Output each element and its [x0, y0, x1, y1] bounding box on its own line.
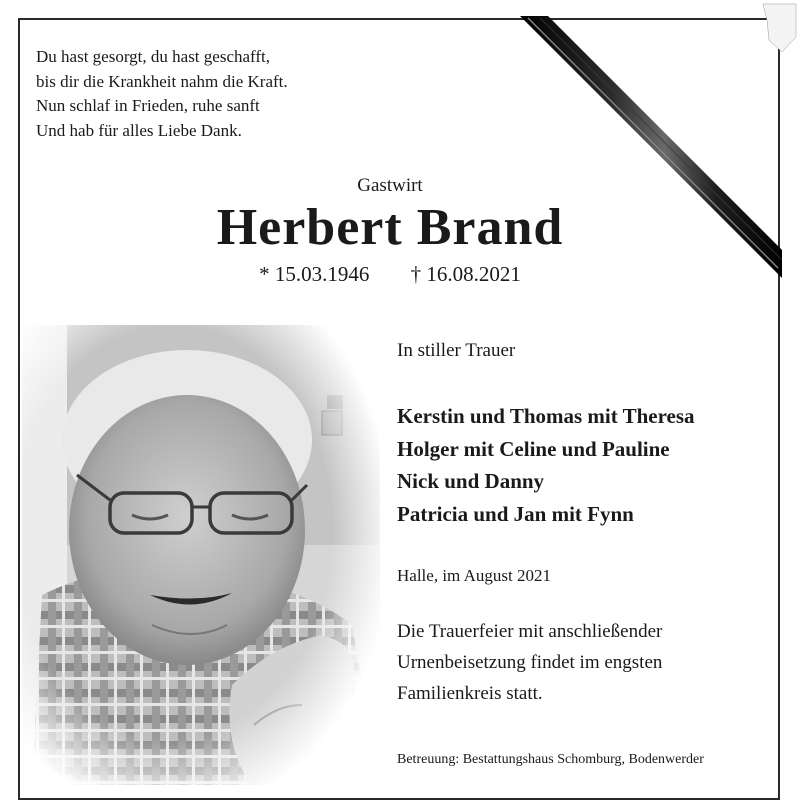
funeral-line: Familienkreis statt.: [397, 683, 543, 704]
funeral-home-credit: Betreuung: Bestattungshaus Schomburg, Bodenwerder: [397, 752, 704, 767]
poem-line: Und hab für alles Liebe Dank.: [36, 120, 242, 140]
deceased-name: Herbert Brand: [216, 199, 564, 256]
funeral-notice: [397, 616, 777, 709]
family-list: [397, 400, 695, 530]
funeral-line: Die Trauerfeier mit anschließender: [397, 621, 663, 642]
portrait-photo: [22, 325, 380, 785]
family-line: Kerstin und Thomas mit Theresa: [397, 404, 695, 428]
life-dates: [0, 262, 780, 287]
family-line: Patricia und Jan mit Fynn: [397, 501, 634, 526]
mourning-intro: In stiller Trauer: [397, 340, 516, 361]
poem-line: Du hast gesorgt, du hast geschafft,: [36, 47, 271, 66]
place-date: Halle, im August 2021: [397, 566, 551, 585]
poem-line: Nun schlaf in Frieden, ruhe sanft: [36, 96, 260, 115]
death-date: † 16.08.2021: [410, 262, 521, 286]
poem-line: bis dir die Krankheit nahm die Kraft.: [36, 71, 288, 91]
poem: [36, 45, 288, 143]
family-line: Holger mit Celine und Pauline: [397, 436, 670, 461]
family-line: Nick und Danny: [397, 469, 545, 493]
birth-date: * 15.03.1946: [259, 262, 370, 286]
funeral-line: Urnenbeisetzung findet im engsten: [397, 652, 663, 673]
occupation: Gastwirt: [357, 175, 423, 196]
